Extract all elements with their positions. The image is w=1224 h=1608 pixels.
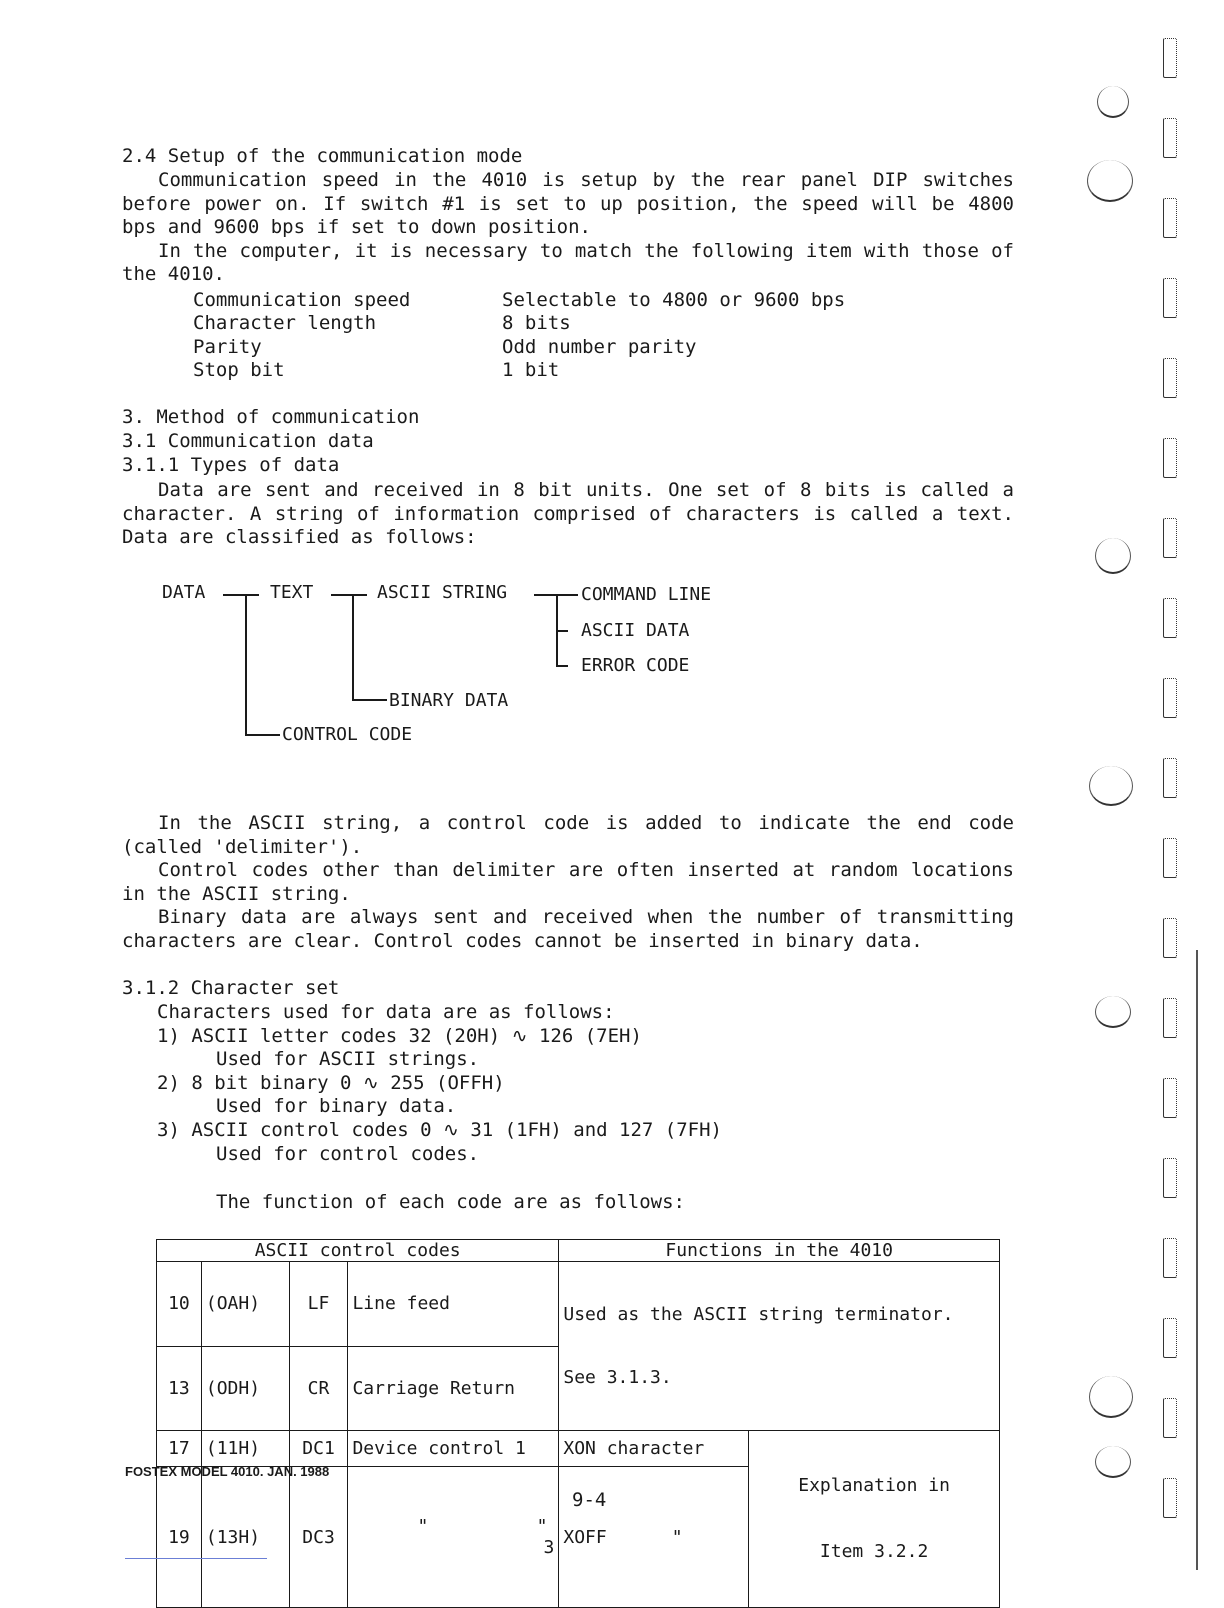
ascii-string-text [122,812,1014,954]
table-cell-dec: 13 [157,1346,202,1431]
binder-ring [1089,1376,1133,1418]
setting-item: Stop bit [193,359,285,381]
paragraph: Binary data are always sent and received when the number of transmitting characters are clear. Control codes cannot be inserted in binary data. [122,906,1014,952]
diagram-node-error-code: ERROR CODE [581,655,690,676]
table-header-row [157,1240,1000,1262]
character-set-item: 2) 8 bit binary 0 ∿ 255 (OFFH) [157,1072,505,1094]
table-cell-hex: (13H) [201,1467,289,1608]
binder-hole [1163,1158,1177,1198]
diagram-connector [245,734,280,736]
table-cell-dec: 10 [157,1262,202,1347]
page-edge [1196,950,1198,1570]
diagram-node-data: DATA [162,582,206,603]
binder-hole [1163,998,1177,1038]
diagram-node-ascii-data: ASCII DATA [581,620,690,641]
scan-artifact-line [125,1558,267,1559]
ditto-marks: " " [417,1516,548,1538]
binder-hole [1163,1398,1177,1438]
diagram-connector [352,699,387,701]
document-footer: FOSTEX MODEL 4010. JAN. 1988 [125,1464,330,1479]
section-heading-3-1-2: 3.1.2 Character set [122,977,340,999]
character-set-intro: Characters used for data are as follows: [157,1001,615,1023]
binder-ring [1087,160,1133,202]
binder-hole [1163,278,1177,318]
table-row [157,1431,1000,1467]
diagram-node-command-line: COMMAND LINE [581,584,712,605]
binder-hole [1163,1318,1177,1358]
setting-value: 1 bit [502,359,560,381]
table-cell-explanation [749,1431,1000,1608]
binder-hole [1163,598,1177,638]
paragraph: Data are sent and received in 8 bit units. One set of 8 bits is called a character. A string of information comprised of characters is called a text. Data are classified as follows: [122,479,1014,549]
character-set-item: 1) ASCII letter codes 32 (20H) ∿ 126 (7EH) [157,1025,642,1047]
binder-hole [1163,38,1177,78]
paragraph: In the ASCII string, a control code is added to indicate the end code (called 'delimiter'). [122,812,1014,858]
table-cell-dec: 19 [157,1467,202,1608]
binder-hole [1163,678,1177,718]
section-heading-3: 3. Method of communication [122,406,420,428]
table-cell-hex: (11H) [201,1431,289,1467]
table-row [157,1262,1000,1347]
diagram-node-text: TEXT [270,582,314,603]
setting-item: Communication speed [193,289,411,311]
binder-ring [1095,1446,1131,1478]
page-number: 9-4 [572,1489,607,1511]
setting-item: Parity [193,336,262,358]
binder-hole [1163,918,1177,958]
table-cell-dec: 17 [157,1431,202,1467]
section-heading-3-1: 3.1 Communication data [122,430,374,452]
diagram-connector [245,594,247,735]
table-cell-name: Line feed [348,1262,559,1347]
character-set-item: 3) ASCII control codes 0 ∿ 31 (1FH) and 127 (7FH) [157,1119,722,1141]
character-set-item-desc: Used for control codes. [216,1143,480,1165]
binder-hole [1163,1478,1177,1518]
binder-ring [1089,766,1133,806]
binder-hole [1163,1078,1177,1118]
character-set-item-desc: Used for ASCII strings. [216,1048,480,1070]
binder-hole [1163,1238,1177,1278]
table-cell-name: Device control 1 [348,1431,559,1467]
table-cell-function [559,1262,1000,1431]
table-cell-function: XOFF " [559,1467,749,1608]
diagram-node-binary-data: BINARY DATA [389,690,509,711]
diagram-connector [331,594,367,596]
binder-ring [1095,996,1131,1028]
table-cell-hex: (ODH) [201,1346,289,1431]
binder-hole [1163,758,1177,798]
binder-ring [1095,538,1131,574]
table-cell-name: Carriage Return [348,1346,559,1431]
binder-hole [1163,198,1177,238]
function-intro: The function of each code are as follows: [216,1191,685,1213]
function-text: See 3.1.3. [563,1367,672,1388]
explanation-text: Item 3.2.2 [819,1541,929,1562]
control-codes-table [156,1239,1000,1608]
table-cell-name [348,1467,559,1608]
binder-ring [1097,86,1129,118]
explanation-text: Explanation in [798,1475,950,1496]
diagram-node-ascii-string: ASCII STRING [377,582,508,603]
table-header: ASCII control codes [157,1240,559,1262]
diagram-connector [223,594,259,596]
table-cell-hex: (OAH) [201,1262,289,1347]
binder-hole [1163,438,1177,478]
binder-hole [1163,118,1177,158]
diagram-connector [556,665,568,667]
table-cell-abbr: LF [289,1262,348,1347]
section-heading-3-1-1: 3.1.1 Types of data [122,454,340,476]
table-cell-function: XON character [559,1431,749,1467]
setting-value: Odd number parity [502,336,697,358]
function-text: Used as the ASCII string terminator. [563,1304,954,1325]
paragraph: Control codes other than delimiter are often inserted at random locations in the ASCII string. [122,859,1014,905]
diagram-connector [352,594,354,700]
section-heading-2-4: 2.4 Setup of the communication mode [122,145,523,167]
table-header: Functions in the 4010 [559,1240,1000,1262]
diagram-connector [556,630,568,632]
table-cell-abbr: DC1 [289,1431,348,1467]
paragraph: In the computer, it is necessary to match the following item with those of the 4010. [122,239,1014,286]
binder-hole [1163,518,1177,558]
table-cell-abbr: DC3 [289,1467,348,1608]
table-cell-abbr: CR [289,1346,348,1431]
character-set-item-desc: Used for binary data. [216,1095,457,1117]
setting-value: Selectable to 4800 or 9600 bps [502,289,846,311]
binder-hole [1163,358,1177,398]
setting-value: 8 bits [502,312,571,334]
binder-hole [1163,838,1177,878]
setting-item: Character length [193,312,377,334]
device-number: 3 [543,1537,555,1559]
diagram-node-control-code: CONTROL CODE [282,724,413,745]
paragraph: Communication speed in the 4010 is setup by the rear panel DIP switches before power on. If switch #1 is set to up position, the speed will be 4800 bps and 9600 bps if set to down position. [122,169,1014,239]
section-2-4-text [122,169,1014,287]
section-3-1-1-text [122,479,1014,550]
